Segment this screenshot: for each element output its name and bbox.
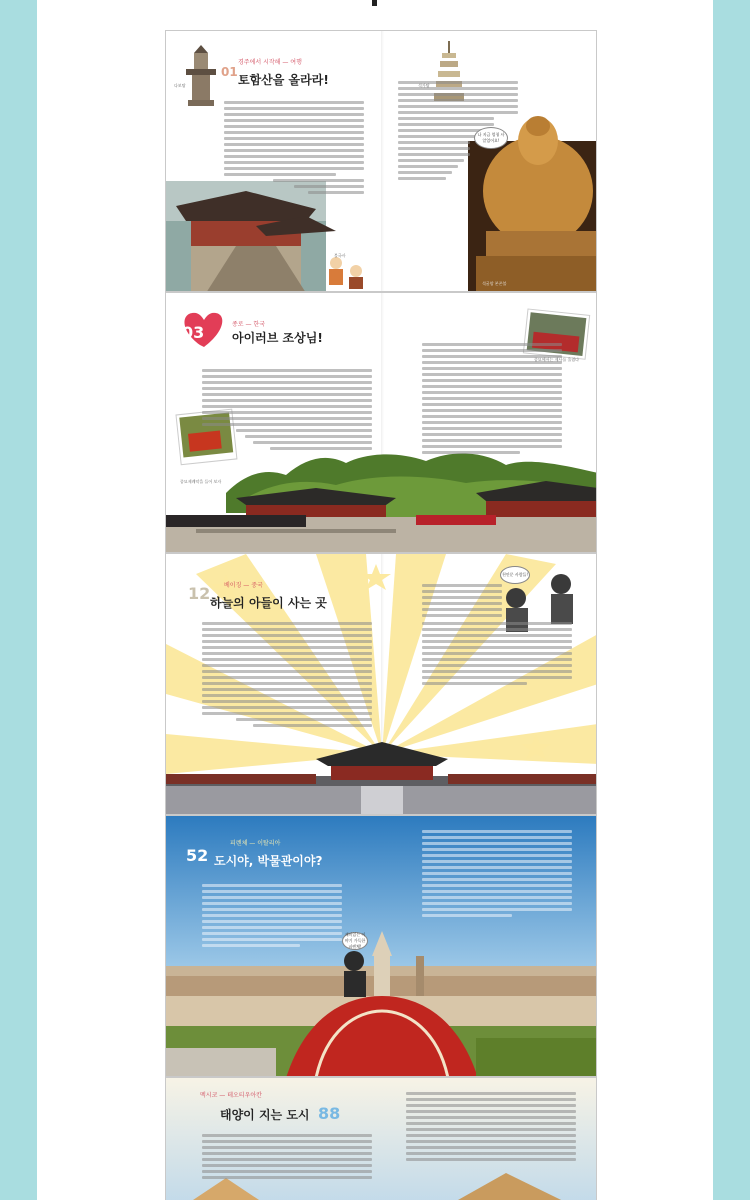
section-number: 52 (186, 846, 209, 865)
spread-1 (165, 30, 597, 292)
king-kong-cartoon (344, 951, 366, 997)
section-kicker: 경주에서 시작해 — 여행 (238, 59, 302, 66)
photo-caption: 종묘제례악을 들어 보자 (180, 479, 222, 484)
body-text-left (224, 101, 364, 197)
section-kicker: 피렌체 — 이탈리아 (230, 840, 281, 847)
courtyard-crowd (166, 515, 597, 553)
speech-bubble: 재미있는 이야기 가득한 피렌체! (342, 932, 368, 950)
section-number: 88 (318, 1104, 341, 1123)
spread-4 (165, 815, 597, 1077)
body-text-right (422, 830, 572, 920)
speech-bubble: 나 지금 엄청 사 알었어요! (474, 127, 508, 149)
photo-caption: 종묘에서는 제사를 올렸다 (534, 357, 580, 362)
body-text-right-lower (422, 622, 572, 688)
spread-5 (165, 1077, 597, 1200)
section-kicker: 베이징 — 중국 (224, 582, 263, 589)
top-marker (372, 0, 377, 6)
spread-3 (165, 553, 597, 815)
body-text-left (202, 369, 372, 453)
section-number: 03 (182, 323, 205, 342)
body-text-left (202, 1134, 372, 1182)
pagoda-illustration (186, 45, 216, 106)
section-title: 하늘의 아들이 사는 곳 (210, 596, 327, 610)
photo-caption: 석가탑 (418, 83, 430, 88)
bulguksa-photo (166, 181, 336, 292)
section-number: 12 (188, 584, 211, 603)
left-border (0, 0, 37, 1200)
photo-caption: 불국사 (334, 253, 346, 258)
section-title: 도시야, 박물관이야? (214, 854, 323, 868)
right-border (713, 0, 750, 1200)
spread-2 (165, 292, 597, 553)
section-title: 아이러브 조상님! (232, 331, 323, 345)
monk-cartoon (329, 257, 363, 289)
speech-bubble: 천안문 사람들! (500, 566, 530, 584)
body-text-right (422, 584, 502, 620)
section-title: 토함산을 올라라! (238, 73, 329, 87)
section-kicker: 종로 — 한국 (232, 321, 265, 328)
body-text-left (202, 622, 372, 730)
section-number: 01 (221, 65, 238, 79)
section-kicker: 멕시코 — 테오티우아칸 (200, 1092, 262, 1099)
photo-caption: 다보탑 (174, 83, 186, 88)
photo-caption: 석굴암 본존불 (482, 281, 507, 286)
section-title: 태양이 지는 도시 (220, 1108, 310, 1122)
body-text-left (202, 884, 342, 950)
body-text-right (406, 1092, 576, 1164)
